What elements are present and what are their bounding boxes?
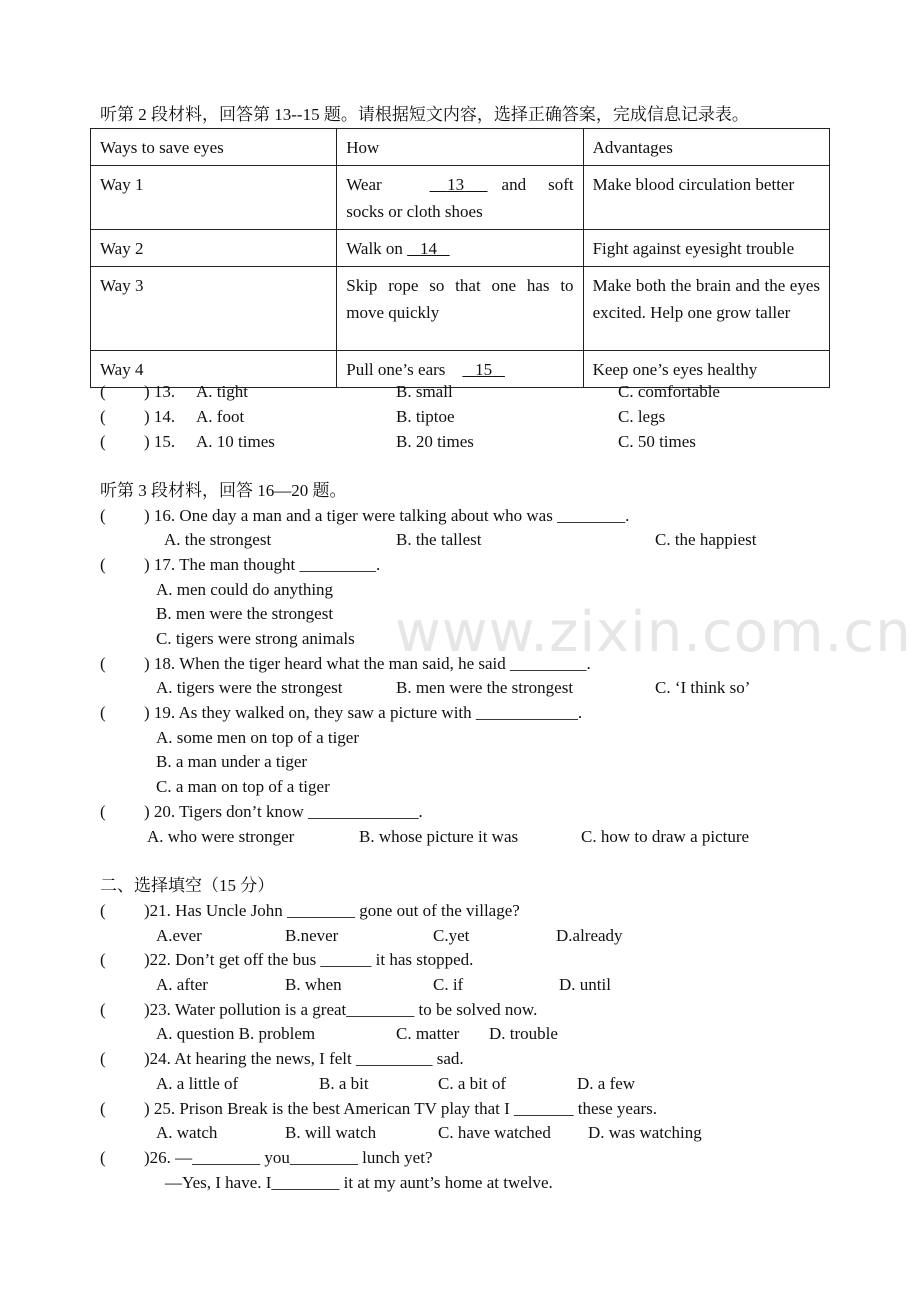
option-c[interactable]: C. matter: [396, 1024, 460, 1043]
answer-paren[interactable]: (: [100, 407, 106, 426]
option-b[interactable]: B. small: [396, 382, 453, 401]
option-b[interactable]: B. whose picture it was: [359, 827, 519, 846]
answer-blank: 13: [447, 175, 465, 194]
section3-intro: 听第 3 段材料，回答 16—20 题。: [100, 481, 347, 500]
how-cell: Skip rope so that one has to move quickly: [337, 267, 583, 351]
header-cell: How: [337, 129, 583, 166]
option-b[interactable]: B. when: [285, 975, 342, 994]
option-c[interactable]: C. the happiest: [655, 530, 757, 549]
answer-blank: 14: [419, 239, 437, 258]
option-c[interactable]: C. comfortable: [618, 382, 720, 401]
option-a[interactable]: A. the strongest: [164, 530, 272, 549]
table-header-row: [91, 129, 830, 166]
table-row: [91, 230, 830, 267]
advantage-cell: Fight against eyesight trouble: [583, 230, 829, 267]
question-stem: )24. At hearing the news, I felt _________ sad.: [144, 1049, 464, 1068]
header-cell: Advantages: [583, 129, 829, 166]
option-c[interactable]: C. a man on top of a tiger: [156, 777, 330, 796]
answer-blank: 15: [475, 360, 493, 379]
question-stem: ) 20. Tigers don’t know _____________.: [144, 802, 423, 821]
header-cell: Ways to save eyes: [91, 129, 337, 166]
answer-paren[interactable]: (: [100, 1148, 106, 1167]
question-stem: ) 18. When the tiger heard what the man said, he said _________.: [144, 654, 591, 673]
question-stem: )23. Water pollution is a great________ to be solved now.: [144, 1000, 538, 1019]
option-a[interactable]: A. tigers were the strongest: [156, 678, 343, 697]
option-b[interactable]: B.never: [285, 926, 339, 945]
option-c[interactable]: C.yet: [433, 926, 470, 945]
answer-paren[interactable]: (: [100, 382, 106, 401]
how-cell: Wear 13 and soft socks or cloth shoes: [337, 166, 583, 230]
option-a[interactable]: A.ever: [156, 926, 202, 945]
how-text: Wear: [346, 175, 388, 194]
question-number: ) 13.: [144, 382, 176, 401]
option-c[interactable]: C. legs: [618, 407, 666, 426]
question-stem: ) 17. The man thought _________.: [144, 555, 381, 574]
question-stem: ) 25. Prison Break is the best American TV play that I _______ these years.: [144, 1099, 658, 1118]
answer-paren[interactable]: (: [100, 1099, 106, 1118]
option-ab[interactable]: A. question B. problem: [156, 1024, 316, 1043]
way-cell: Way 4: [91, 351, 337, 388]
part2-title: 二、选择填空（15 分）: [100, 876, 275, 895]
table-row: [91, 166, 830, 230]
option-a[interactable]: A. watch: [156, 1123, 218, 1142]
answer-paren[interactable]: (: [100, 506, 106, 525]
advantage-cell: Make blood circulation better: [583, 166, 829, 230]
option-d[interactable]: D. until: [559, 975, 611, 994]
option-c[interactable]: C. have watched: [438, 1123, 551, 1142]
option-a[interactable]: A. 10 times: [196, 432, 275, 451]
section2-intro: 听第 2 段材料，回答第 13--15 题。请根据短文内容，选择正确答案，完成信息记录表。: [100, 105, 749, 124]
option-b[interactable]: B. men were the strongest: [156, 604, 334, 623]
option-b[interactable]: B. a bit: [319, 1074, 369, 1093]
option-b[interactable]: B. a man under a tiger: [156, 752, 308, 771]
option-c[interactable]: C. a bit of: [438, 1074, 506, 1093]
option-a[interactable]: A. tight: [196, 382, 248, 401]
way-cell: Way 2: [91, 230, 337, 267]
answer-paren[interactable]: (: [100, 1000, 106, 1019]
advantage-cell: Keep one’s eyes healthy: [583, 351, 829, 388]
advantage-cell: Make both the brain and the eyes excited. Help one grow taller: [583, 267, 829, 351]
how-text: Walk on: [346, 239, 408, 258]
way-cell: Way 1: [91, 166, 337, 230]
dialogue-reply: —Yes, I have. I________ it at my aunt’s home at twelve.: [165, 1173, 553, 1192]
question-number: ) 15.: [144, 432, 176, 451]
option-b[interactable]: B. men were the strongest: [396, 678, 574, 697]
question-stem: ) 16. One day a man and a tiger were talking about who was ________.: [144, 506, 630, 525]
answer-paren[interactable]: (: [100, 703, 106, 722]
option-b[interactable]: B. the tallest: [396, 530, 482, 549]
option-a[interactable]: A. men could do anything: [156, 580, 334, 599]
question-stem: )22. Don’t get off the bus ______ it has stopped.: [144, 950, 474, 969]
question-stem: )21. Has Uncle John ________ gone out of the village?: [144, 901, 520, 920]
option-b[interactable]: B. will watch: [285, 1123, 377, 1142]
question-stem: )26. —________ you________ lunch yet?: [144, 1148, 433, 1167]
option-c[interactable]: C. tigers were strong animals: [156, 629, 355, 648]
option-d[interactable]: D. trouble: [489, 1024, 558, 1043]
info-table: [90, 128, 830, 388]
option-c[interactable]: C. how to draw a picture: [581, 827, 750, 846]
answer-paren[interactable]: (: [100, 950, 106, 969]
answer-paren[interactable]: (: [100, 802, 106, 821]
table-row: [91, 267, 830, 351]
answer-paren[interactable]: (: [100, 555, 106, 574]
option-d[interactable]: D. a few: [577, 1074, 636, 1093]
option-a[interactable]: A. some men on top of a tiger: [156, 728, 360, 747]
how-text: Pull one’s ears: [346, 360, 450, 379]
question-number: ) 14.: [144, 407, 176, 426]
question-stem: ) 19. As they walked on, they saw a picture with ____________.: [144, 703, 583, 722]
option-c[interactable]: C. if: [433, 975, 464, 994]
option-b[interactable]: B. tiptoe: [396, 407, 455, 426]
answer-paren[interactable]: (: [100, 1049, 106, 1068]
option-d[interactable]: D.already: [556, 926, 623, 945]
answer-paren[interactable]: (: [100, 901, 106, 920]
answer-paren[interactable]: (: [100, 432, 106, 451]
way-cell: Way 3: [91, 267, 337, 351]
option-c[interactable]: C. ‘I think so’: [655, 678, 751, 697]
answer-paren[interactable]: (: [100, 654, 106, 673]
how-cell: [337, 351, 583, 388]
option-c[interactable]: C. 50 times: [618, 432, 696, 451]
option-a[interactable]: A. a little of: [156, 1074, 239, 1093]
option-a[interactable]: A. foot: [196, 407, 245, 426]
option-d[interactable]: D. was watching: [588, 1123, 702, 1142]
how-cell: [337, 230, 583, 267]
option-a[interactable]: A. who were stronger: [147, 827, 295, 846]
option-a[interactable]: A. after: [156, 975, 208, 994]
watermark: www.zixin.com.cn: [395, 600, 912, 665]
option-b[interactable]: B. 20 times: [396, 432, 474, 451]
